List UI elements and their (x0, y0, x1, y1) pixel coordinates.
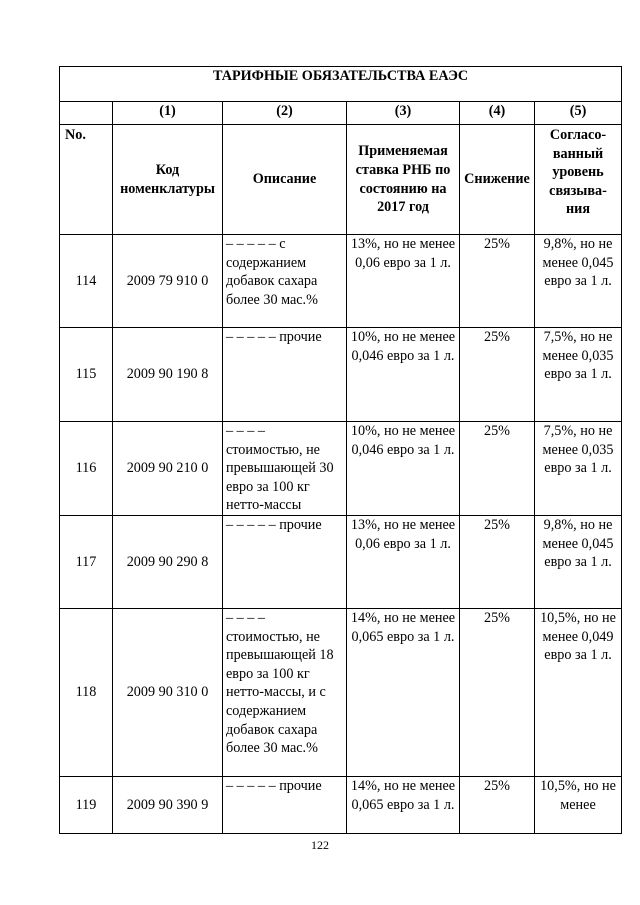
row-reduction: 25% (460, 328, 535, 422)
row-bound-rate: 7,5%, но не менее 0,035 евро за 1 л. (535, 328, 622, 422)
row-number: 116 (60, 422, 113, 516)
row-bound-rate: 9,8%, но не менее 0,045 евро за 1 л. (535, 235, 622, 328)
row-reduction: 25% (460, 235, 535, 328)
row-bound-rate: 9,8%, но не менее 0,045 евро за 1 л. (535, 516, 622, 609)
header-code: Код номенклатуры (113, 125, 223, 235)
header-description: Описание (223, 125, 347, 235)
column-number-row (60, 102, 622, 125)
row-number: 114 (60, 235, 113, 328)
header-bound-rate: Согласо-ванный уровень связыва-ния (535, 125, 622, 235)
tariff-table (59, 66, 622, 834)
row-code: 2009 79 910 0 (113, 235, 223, 328)
row-applied-rate: 10%, но не менее 0,046 евро за 1 л. (347, 422, 460, 516)
row-description: – – – – стоимостью, не превышающей 30 евро за 100 кг нетто-массы (223, 422, 347, 516)
row-description: – – – – – прочие (223, 328, 347, 422)
row-bound-rate: 10,5%, но не менее (535, 777, 622, 834)
row-number: 117 (60, 516, 113, 609)
row-description: – – – – – прочие (223, 777, 347, 834)
row-code: 2009 90 290 8 (113, 516, 223, 609)
row-reduction: 25% (460, 609, 535, 777)
row-applied-rate: 14%, но не менее 0,065 евро за 1 л. (347, 777, 460, 834)
row-reduction: 25% (460, 777, 535, 834)
column-number (60, 102, 113, 125)
column-number: (3) (347, 102, 460, 125)
table-row (60, 235, 622, 328)
row-reduction: 25% (460, 422, 535, 516)
header-no: No. (60, 125, 113, 235)
row-applied-rate: 14%, но не менее 0,065 евро за 1 л. (347, 609, 460, 777)
column-header-row (60, 125, 622, 235)
table-title: ТАРИФНЫЕ ОБЯЗАТЕЛЬСТВА ЕАЭС (60, 67, 622, 102)
row-applied-rate: 13%, но не менее 0,06 евро за 1 л. (347, 235, 460, 328)
row-code: 2009 90 390 9 (113, 777, 223, 834)
row-code: 2009 90 310 0 (113, 609, 223, 777)
table-row (60, 328, 622, 422)
column-number: (4) (460, 102, 535, 125)
table-row (60, 516, 622, 609)
row-reduction: 25% (460, 516, 535, 609)
page-number: 122 (311, 838, 329, 852)
row-number: 119 (60, 777, 113, 834)
column-number: (1) (113, 102, 223, 125)
row-description: – – – – – с содержанием добавок сахара более 30 мас.% (223, 235, 347, 328)
table-title-row (60, 67, 622, 102)
row-number: 115 (60, 328, 113, 422)
row-bound-rate: 7,5%, но не менее 0,035 евро за 1 л. (535, 422, 622, 516)
column-number: (5) (535, 102, 622, 125)
row-code: 2009 90 210 0 (113, 422, 223, 516)
header-applied-rate: Применяемая ставка РНБ по состоянию на 2017 год (347, 125, 460, 235)
row-code: 2009 90 190 8 (113, 328, 223, 422)
row-applied-rate: 13%, но не менее 0,06 евро за 1 л. (347, 516, 460, 609)
table-row (60, 777, 622, 834)
column-number: (2) (223, 102, 347, 125)
table-row (60, 609, 622, 777)
row-description: – – – – – прочие (223, 516, 347, 609)
row-bound-rate: 10,5%, но не менее 0,049 евро за 1 л. (535, 609, 622, 777)
row-number: 118 (60, 609, 113, 777)
header-reduction: Снижение (460, 125, 535, 235)
row-applied-rate: 10%, но не менее 0,046 евро за 1 л. (347, 328, 460, 422)
row-description: – – – – стоимостью, не превышающей 18 евро за 100 кг нетто-массы, и с содержанием добавок сахара более 30 мас.% (223, 609, 347, 777)
table-row (60, 422, 622, 516)
